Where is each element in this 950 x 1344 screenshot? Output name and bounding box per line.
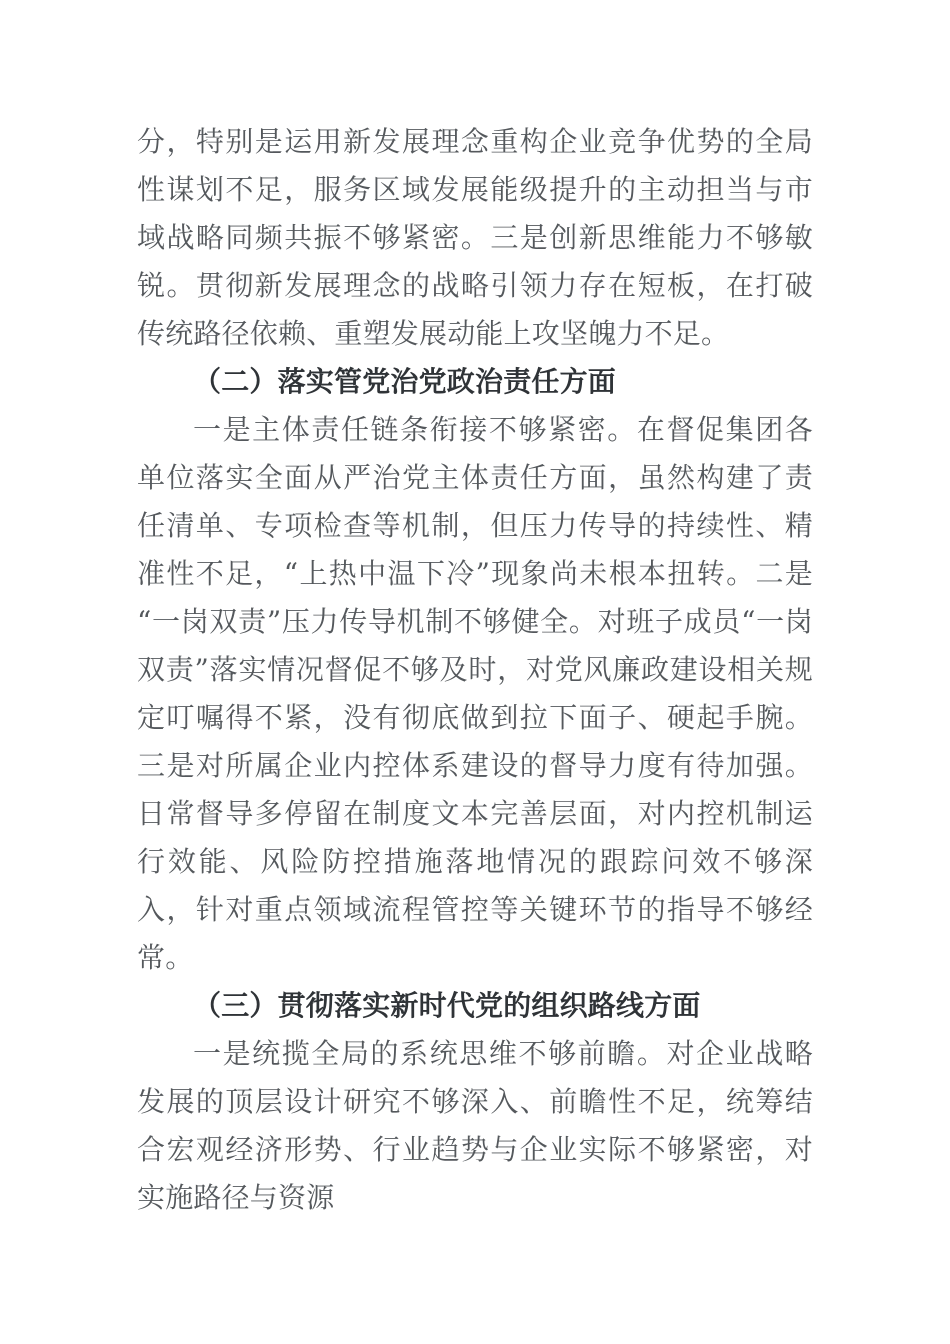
- paragraph-section-three-body: 一是统揽全局的系统思维不够前瞻。对企业战略发展的顶层设计研究不够深入、前瞻性不足，统筹结合宏观经济形势、行业趋势与企业实际不够紧密，对实施路径与资源: [137, 1037, 813, 1214]
- heading-section-two: （二）落实管党治党政治责任方面: [193, 365, 617, 398]
- paragraph-continuation-innovation-thinking: 分，特别是运用新发展理念重构企业竞争优势的全局性谋划不足，服务区域发展能级提升的主动担当与市域战略同频共振不够紧密。三是创新思维能力不够敏锐。贯彻新发展理念的战略引领力存在短板，在打破传统路径依赖、重塑发展动能上攻坚魄力不足。: [137, 125, 813, 350]
- document-text-column: [137, 118, 813, 1222]
- paragraph-section-two-body: 一是主体责任链条衔接不够紧密。在督促集团各单位落实全面从严治党主体责任方面，虽然构建了责任清单、专项检查等机制，但压力传导的持续性、精准性不足，“上热中温下冷”现象尚未根本扭转。二是“一岗双责”压力传导机制不够健全。对班子成员“一岗双责”落实情况督促不够及时，对党风廉政建设相关规定叮嘱得不紧，没有彻底做到拉下面子、硬起手腕。三是对所属企业内控体系建设的督导力度有待加强。日常督导多停留在制度文本完善层面，对内控机制运行效能、风险防控措施落地情况的跟踪问效不够深入，针对重点领域流程管控等关键环节的指导不够经常。: [137, 413, 813, 974]
- heading-section-three: （三）贯彻落实新时代党的组织路线方面: [193, 989, 701, 1022]
